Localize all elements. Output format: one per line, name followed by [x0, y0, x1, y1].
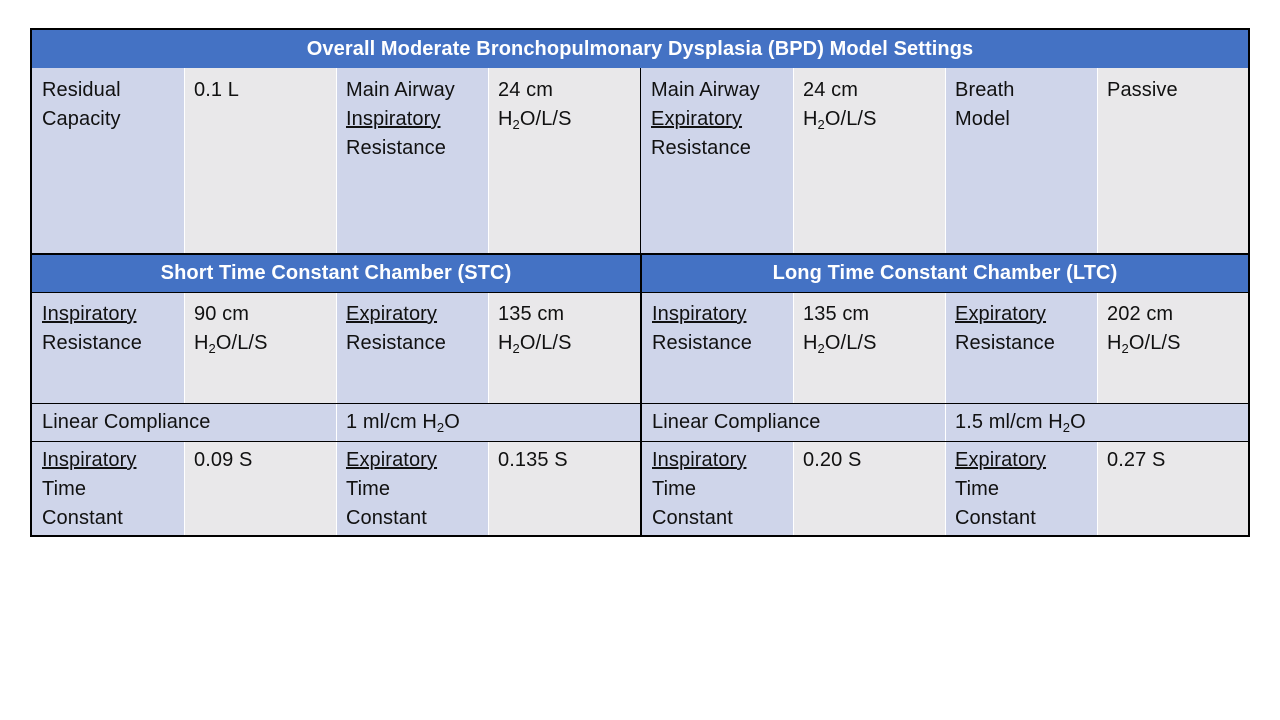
residual-capacity-label-line2: Capacity — [42, 108, 121, 130]
ltc-title: Long Time Constant Chamber (LTC) — [772, 262, 1118, 284]
ltc-insp-res-value-unit: $H_2O/L/S$ — [803, 332, 877, 356]
stc-insp-res-label-line2: Resistance — [42, 332, 142, 354]
col-sep-3 — [488, 68, 489, 253]
ltc-exp-res-label-line2: Resistance — [955, 332, 1055, 354]
ltc-insp-resistance-label — [642, 292, 793, 403]
breath-model-label — [945, 68, 1097, 254]
col-sep-10 — [488, 293, 489, 403]
stc-insp-tc-value-text: 0.09 S — [194, 449, 253, 471]
main-exp-resistance-value — [793, 68, 945, 254]
stc-exp-tc-label-line2: Time — [346, 478, 391, 500]
col-sep-9 — [336, 293, 337, 403]
ltc-insp-resistance-value — [793, 292, 945, 403]
stc-insp-res-label-line1: Inspiratory — [42, 303, 137, 325]
stc-insp-tc-label-line2: Time — [42, 478, 87, 500]
col-sep-5 — [793, 68, 794, 253]
ltc-insp-tc-value — [793, 442, 945, 535]
main-insp-value-line1: 24 cm — [498, 79, 553, 101]
overall-title: Overall Moderate Bronchopulmonary Dysplasia (BPD) Model Settings — [306, 38, 974, 60]
ltc-exp-resistance-label — [945, 292, 1097, 403]
col-sep-8 — [184, 293, 185, 403]
col-sep-15 — [945, 404, 946, 441]
stc-insp-res-value-unit: $H_2O/L/S$ — [194, 332, 268, 356]
breath-model-label-line2: Model — [955, 108, 1010, 130]
ltc-exp-tc-value — [1097, 442, 1248, 535]
stc-compliance-label — [32, 404, 336, 441]
col-sep-19 — [793, 442, 794, 535]
stc-exp-tc-label-line3: Constant — [346, 507, 427, 529]
residual-capacity-value-text: 0.1 L — [194, 79, 239, 101]
ltc-exp-tc-label-line3: Constant — [955, 507, 1036, 529]
ltc-exp-resistance-value — [1097, 292, 1248, 403]
col-sep-14 — [336, 404, 337, 441]
col-sep-13 — [1097, 293, 1098, 403]
col-sep-21 — [1097, 442, 1098, 535]
main-insp-value-unit: $H_2O/L/S$ — [498, 108, 572, 132]
stc-exp-res-label-line2: Resistance — [346, 332, 446, 354]
stc-title: Short Time Constant Chamber (STC) — [160, 262, 512, 284]
stc-exp-res-value-line1: 135 cm — [498, 303, 565, 325]
stc-exp-resistance-label — [336, 292, 488, 403]
ltc-exp-res-value-unit: $H_2O/L/S$ — [1107, 332, 1181, 356]
residual-capacity-label — [32, 68, 184, 254]
stc-insp-res-value-line1: 90 cm — [194, 303, 249, 325]
stc-exp-tc-label — [336, 442, 488, 535]
main-exp-label-line2: Expiratory — [651, 108, 743, 130]
breath-model-value — [1097, 68, 1248, 254]
ltc-exp-res-value-line1: 202 cm — [1107, 303, 1174, 325]
stc-insp-tc-value — [184, 442, 336, 535]
main-exp-value-line1: 24 cm — [803, 79, 858, 101]
stc-insp-tc-label — [32, 442, 184, 535]
residual-capacity-value — [184, 68, 336, 254]
stc-exp-res-value-unit: $H_2O/L/S$ — [498, 332, 572, 356]
stc-compliance-label-text: Linear Compliance — [42, 411, 211, 433]
ltc-insp-res-label-line2: Resistance — [652, 332, 752, 354]
ltc-insp-tc-label — [642, 442, 793, 535]
stc-header — [32, 254, 640, 292]
breath-model-label-line1: Breath — [955, 79, 1015, 101]
stc-exp-tc-value-text: 0.135 S — [498, 449, 568, 471]
col-sep-18 — [488, 442, 489, 535]
main-exp-label-line1: Main Airway — [651, 79, 760, 101]
col-sep-12 — [945, 293, 946, 403]
ltc-exp-tc-value-text: 0.27 S — [1107, 449, 1166, 471]
stc-exp-res-label-line1: Expiratory — [346, 303, 438, 325]
col-sep-1 — [184, 68, 185, 253]
col-sep-16 — [184, 442, 185, 535]
divider-chamber-center — [640, 254, 642, 535]
ltc-insp-tc-label-line2: Time — [652, 478, 697, 500]
ltc-compliance-label — [642, 404, 945, 441]
residual-capacity-label-line1: Residual — [42, 79, 121, 101]
divider-row1-center — [640, 68, 641, 254]
main-insp-label-line2: Inspiratory — [346, 108, 441, 130]
col-sep-20 — [945, 442, 946, 535]
breath-model-value-text: Passive — [1107, 79, 1178, 101]
ltc-exp-tc-label-line1: Expiratory — [955, 449, 1047, 471]
stc-insp-tc-label-line1: Inspiratory — [42, 449, 137, 471]
main-insp-label-line3: Resistance — [346, 137, 446, 159]
stc-exp-tc-label-line1: Expiratory — [346, 449, 438, 471]
stc-insp-resistance-label — [32, 292, 184, 403]
main-insp-resistance-value — [488, 68, 641, 254]
ltc-insp-tc-value-text: 0.20 S — [803, 449, 862, 471]
ltc-compliance-label-text: Linear Compliance — [652, 411, 821, 433]
main-exp-value-unit: $H_2O/L/S$ — [803, 108, 877, 132]
stc-insp-resistance-value — [184, 292, 336, 403]
col-sep-7 — [1097, 68, 1098, 253]
ltc-exp-res-label-line1: Expiratory — [955, 303, 1047, 325]
ltc-insp-tc-label-line3: Constant — [652, 507, 733, 529]
ltc-insp-res-label-line1: Inspiratory — [652, 303, 747, 325]
ltc-compliance-value-text: 1.5 ml/cm $H_2O$ — [955, 411, 1086, 435]
ltc-header — [642, 254, 1248, 292]
stc-exp-resistance-value — [488, 292, 640, 403]
main-exp-label-line3: Resistance — [651, 137, 751, 159]
col-sep-17 — [336, 442, 337, 535]
ltc-exp-tc-label-line2: Time — [955, 478, 1000, 500]
main-insp-label-line1: Main Airway — [346, 79, 455, 101]
stc-insp-tc-label-line3: Constant — [42, 507, 123, 529]
ltc-compliance-value — [945, 404, 1248, 441]
main-insp-resistance-label — [336, 68, 488, 254]
stc-exp-tc-value — [488, 442, 640, 535]
overall-header — [32, 30, 1248, 68]
main-exp-resistance-label — [641, 68, 793, 254]
stc-compliance-value — [336, 404, 640, 441]
settings-table — [30, 28, 1250, 537]
ltc-insp-res-value-line1: 135 cm — [803, 303, 870, 325]
col-sep-2 — [336, 68, 337, 253]
ltc-exp-tc-label — [945, 442, 1097, 535]
col-sep-6 — [945, 68, 946, 253]
col-sep-11 — [793, 293, 794, 403]
stc-compliance-value-text: 1 ml/cm $H_2O$ — [346, 411, 460, 435]
ltc-insp-tc-label-line1: Inspiratory — [652, 449, 747, 471]
